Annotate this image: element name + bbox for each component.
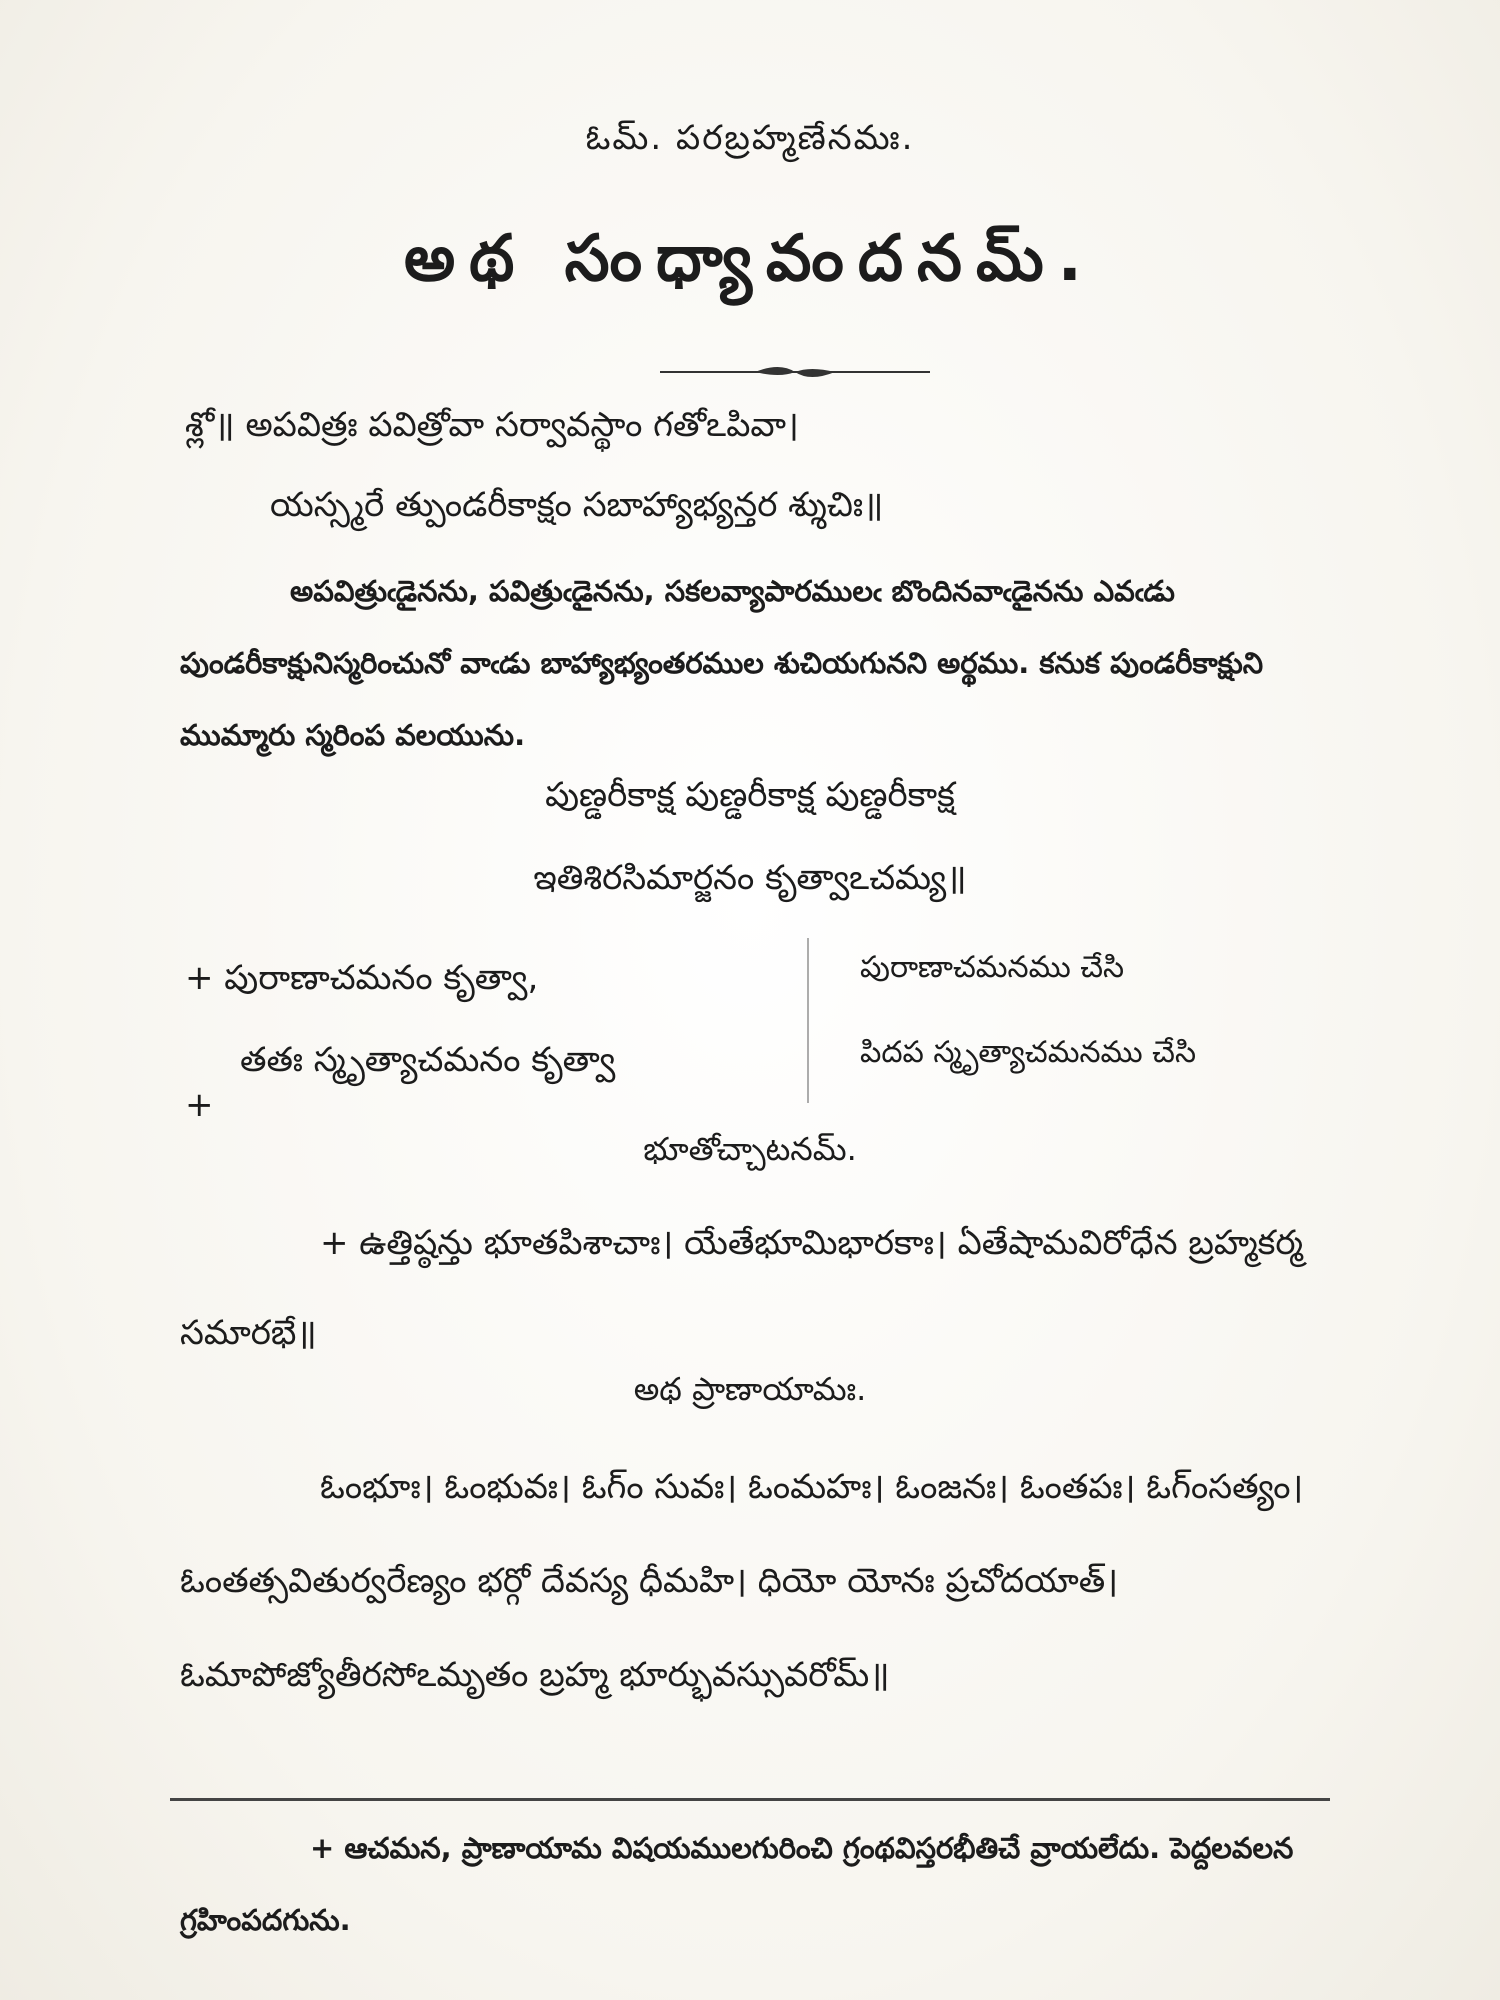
sloka-meaning: అపవిత్రుఁడైనను, పవిత్రుఁడైనను, సకలవ్యాపారములఁ బొందినవాఁడైనను ఎవఁడు పుండరీకాక్షునిస్మరించునో వాఁడు బాహ్యాభ్యంతరముల శుచియగునని అర్థము. కనుక పుండరీకాక్షుని ముమ్మారు స్మరింప వలయును.	[180, 574, 1264, 752]
achamana-left-2: తతః స్మృత్యాచమనం కృత్వా	[240, 1040, 616, 1080]
bhutochatana-heading: భూతోచ్చాటనమ్.	[643, 1130, 857, 1168]
achamana-left-2-plus: +	[185, 1085, 214, 1125]
footnote: + ఆచమన, ప్రాణాయామ విషయములగురించి గ్రంథవిస్తరభీతిచే వ్రాయలేదు. పెద్దలవలన గ్రహింపదగును.	[180, 1831, 1294, 1937]
page-title: అథ సంధ్యావందనమ్.	[403, 222, 1096, 296]
column-divider	[807, 938, 809, 1103]
achamana-left-1: + పురాణాచమనం కృత్వా,	[185, 958, 539, 998]
bhutochatana-text: + ఉత్తిష్ఠన్తు భూతపిశాచాః। యేతేభూమిభారకాః। ఏతేషామవిరోధేన బ్రహ్మకర్మ సమారభే॥	[180, 1223, 1304, 1353]
achamana-right-2: పిదప స్మృత్యాచమనము చేసి	[860, 1035, 1197, 1070]
pundarika-line-1: పుణ్డరీకాక్ష పుణ్డరీకాక్ష పుణ్డరీకాక్ష	[545, 775, 955, 815]
invocation-line: ఓమ్. పరబ్రహ్మణేనమః.	[585, 118, 915, 158]
sloka-line-2: యస్స్మరే త్పుండరీకాక్షం సబాహ్యాభ్యన్తర శ్శుచిః॥	[270, 485, 884, 525]
pranayama-heading: అథ ప్రాణాయామః.	[633, 1370, 867, 1408]
pranayama-text: ఓంభూః। ఓంభువః। ఓగ్ం సువః। ఓంమహః। ఓంజనః। ఓంతపః। ఓగ్ంసత్యం। ఓంతత్సవితుర్వరేణ్యం భర్గో దేవస్య ధీమహి। ధియో యోనః ప్రచోదయాత్। ఓమాపోజ్యోతీరసోఽమృతం బ్రహ్మ భూర్భువస్సువరోమ్॥	[180, 1467, 1304, 1695]
sloka-line-1: శ్లో॥ అపవిత్రః పవిత్రోవా సర్వావస్థాం గతోఽపివా।	[185, 405, 799, 445]
pundarika-line-2: ఇతిశిరసిమార్జనం కృత్వాఽచమ్య॥	[533, 858, 967, 898]
footnote-rule	[170, 1798, 1330, 1801]
ornament-divider	[660, 362, 930, 382]
achamana-right-1: పురాణాచమనము చేసి	[860, 950, 1125, 985]
